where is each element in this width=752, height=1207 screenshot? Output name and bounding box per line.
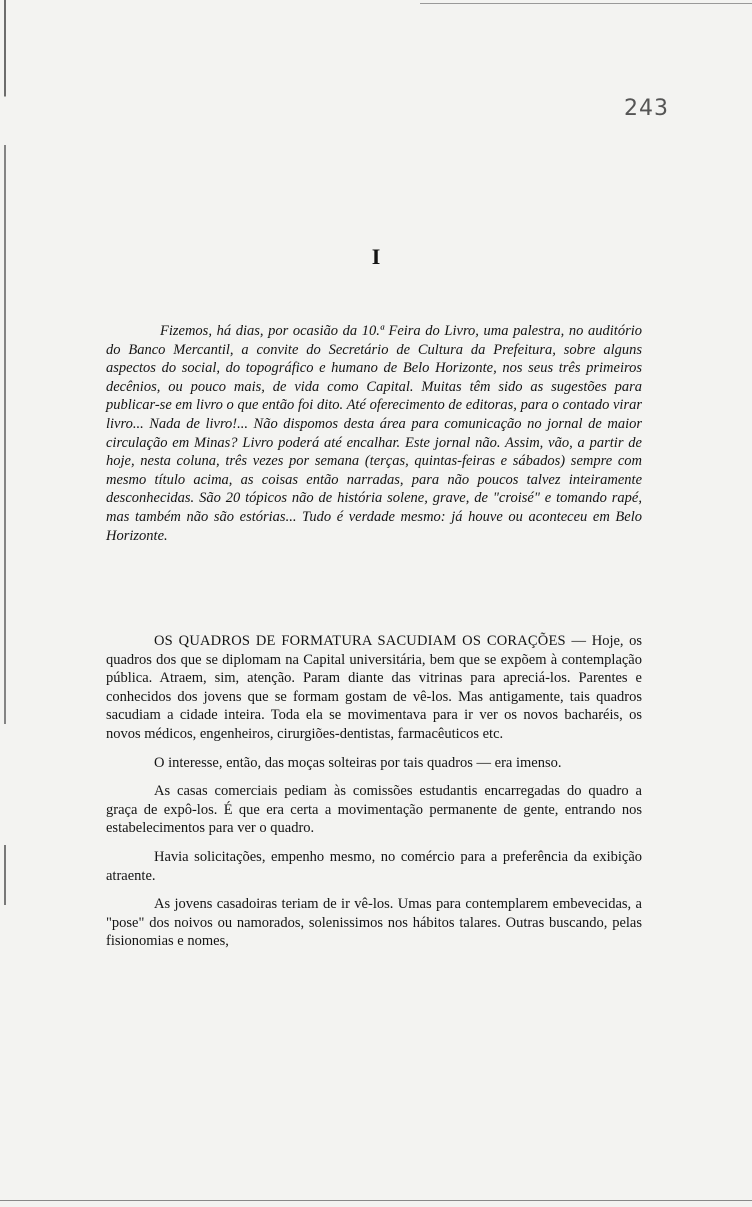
section-heading: OS QUADROS DE FORMATURA SACUDIAM OS CORAÇÕES —	[154, 633, 587, 649]
intro-section	[106, 322, 642, 545]
chapter-number: I	[371, 244, 381, 269]
body-paragraph-5: As jovens casadoiras teriam de ir vê-los. Umas para contemplarem embevecidas, a "pose" dos noivos ou namorados, solenissimos nos hábitos talares. Outras buscando, pelas fisionomias e nomes,	[106, 896, 642, 950]
body-paragraph-1	[106, 632, 642, 744]
body-paragraph-1-text: Hoje, os quadros dos que se diplomam na Capital universitária, bem que se expõem à contemplação pública. Atraem, sim, atenção. Param diante das vitrinas para apreciá-los. Parentes e conhecidos dos jovens que se formam gostam de vê-los. Mas antigamente, tais quadros sacudiam a cidade inteira. Toda ela se movimentava para ir ver os novos bacharéis, os novos médicos, engenheiros, cirurgiões-dentistas, farmacêuticos etc.	[106, 633, 642, 742]
body-paragraph-4: Havia solicitações, empenho mesmo, no comércio para a preferência da exibição atraente.	[106, 848, 642, 884]
body-paragraph-3: As casas comerciais pediam às comissões estudantis encarregadas do quadro a graça de expô-los. É que era certa a movimentação permanente de gente, entrando nos estabelecimentos para ver o quadro.	[106, 783, 642, 837]
body-section	[106, 632, 642, 961]
body-paragraph-2: O interesse, então, das moças solteiras por tais quadros — era imenso.	[154, 754, 562, 771]
page-top-edge	[420, 3, 752, 4]
intro-paragraph: Fizemos, há dias, por ocasião da 10.ª Feira do Livro, uma palestra, no auditório do Banco Mercantil, a convite do Secretário de Cultura da Prefeitura, sobre alguns aspectos do social, do topográfico e humano de Belo Horizonte, nos seus três primeiros decênios, ou pouco mais, de vida como Capital. Muitas têm sido as sugestões para publicar-se em livro o que então foi dito. Até oferecimento de editoras, para o contado virar livro... Nada de livro!... Não dispomos desta área para comunicação no jornal de maior circulação em Minas? Livro poderá até encalhar. Este jornal não. Assim, vão, a partir de hoje, nesta coluna, três vezes por semana (terças, quintas-feiras e sábados) sempre com mesmo título acima, as coisas então narradas, para não poucos talvez inteiramente desconhecidas. São 20 tópicos não de história solene, grave, de "croisé" e tomando rapé, mas também não são estórias... Tudo é verdade mesmo: já houve ou aconteceu em Belo Horizonte.	[106, 323, 642, 544]
page-number: 243	[624, 96, 669, 121]
page-bottom-edge	[0, 1200, 752, 1201]
page-binding-edge	[4, 0, 6, 1207]
